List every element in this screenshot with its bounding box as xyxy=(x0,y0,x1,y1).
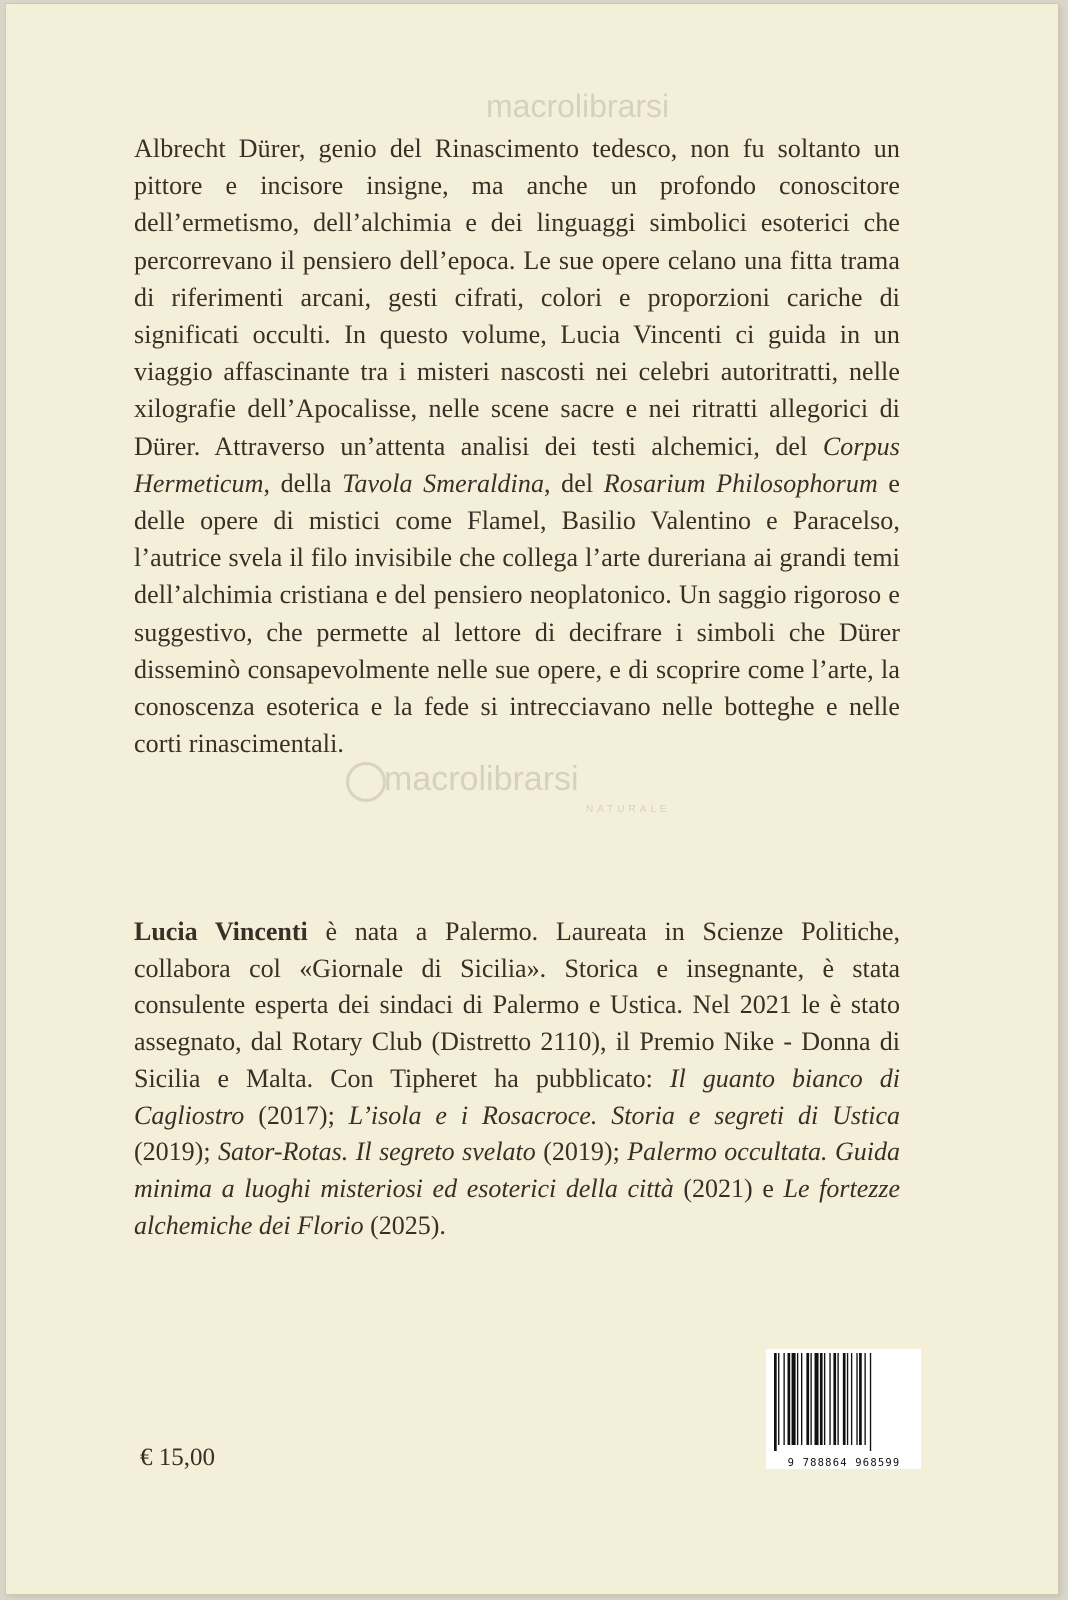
blurb-text-2: , della xyxy=(263,468,332,498)
bio-year-2: (2019); xyxy=(134,1137,211,1167)
blurb-text-4: e delle opere di mistici come Flamel, Basilio Valentino e Paracelso, l’autrice svela il filo invisibile che collega l’arte dureriana ai grandi temi dell’alchimia cristiana e del pensiero neoplatonico. Un saggio rigoroso e suggestivo, che permette al lettore di decifrare i simboli che Dürer disseminò consapevolmente nelle sue opere, e di scoprire come l’arte, la conoscenza esoterica e la fede si intrecciavano nelle botteghe e nelle corti rinascimentali. xyxy=(134,468,901,759)
bio-year-3: (2019); xyxy=(543,1137,620,1167)
blurb-title-rosarium: Rosarium Philosophorum xyxy=(603,468,878,498)
author-name: Lucia Vincenti xyxy=(134,917,308,946)
barcode-bars-icon xyxy=(774,1353,912,1451)
back-cover xyxy=(6,4,1058,1594)
barcode-digits: 9 788864 968599 xyxy=(787,1457,901,1469)
isbn-barcode xyxy=(766,1349,921,1469)
watermark-logo-icon xyxy=(346,762,386,802)
bio-year-4: (2021) xyxy=(683,1173,753,1203)
bio-text: è nata a Palermo. Laureata in Scienze Politiche, collabora col «Giornale di Sicilia». Storica e insegnante, è stata consulente esperta dei sindaci di Palermo e Ustica. Nel 2021 le è stato assegnato, dal Rotary Club (Distretto 2110), il Premio Nike - Donna di Sicilia e Malta. Con Tipheret ha pubblicato: xyxy=(134,917,901,1093)
watermark-middle: macrolibrarsi xyxy=(384,760,579,798)
blurb-title-corpus: Corpus Hermeticum xyxy=(134,431,900,498)
blurb-title-tavola: Tavola Smeraldina xyxy=(342,468,545,498)
watermark-top: macrolibrarsi xyxy=(486,88,670,124)
book-blurb xyxy=(134,130,900,762)
bio-book-5: Le fortezze alchemiche dei Florio xyxy=(134,1173,901,1240)
bio-book-4: Palermo occultata. Guida minima a luoghi misteriosi ed esoterici della città xyxy=(134,1137,901,1203)
bio-conjunction: e xyxy=(762,1173,774,1203)
bio-book-3: Sator-Rotas. Il segreto svelato xyxy=(218,1137,536,1167)
bio-book-2: L’isola e i Rosacroce. Storia e segreti di Ustica xyxy=(348,1100,901,1130)
price-label: € 15,00 xyxy=(140,1444,215,1471)
bio-book-1: Il guanto bianco di Cagliostro xyxy=(134,1063,901,1130)
bio-year-5: (2025). xyxy=(370,1210,446,1240)
watermark-tagline: NATURALE xyxy=(586,804,671,815)
blurb-text-1: Albrecht Dürer, genio del Rinascimento tedesco, non fu soltanto un pittore e incisore insigne, ma anche un profondo conoscitore dell’ermetismo, dell’alchimia e dei linguaggi simbolici esoterici che percorrevano il pensiero dell’epoca. Le sue opere celano una fitta trama di riferimenti arcani, gesti cifrati, colori e proporzioni cariche di significati occulti. In questo volume, Lucia Vincenti ci guida in un viaggio affascinante tra i misteri nascosti nei celebri autoritratti, nelle xilografie dell’Apocalisse, nelle scene sacre e nei ritratti allegorici di Dürer. Attraverso un’attenta analisi dei testi alchemici, del xyxy=(134,134,900,461)
bio-year-1: (2017); xyxy=(258,1100,335,1130)
blurb-text-3: , del xyxy=(544,468,594,498)
author-bio xyxy=(134,914,900,1244)
